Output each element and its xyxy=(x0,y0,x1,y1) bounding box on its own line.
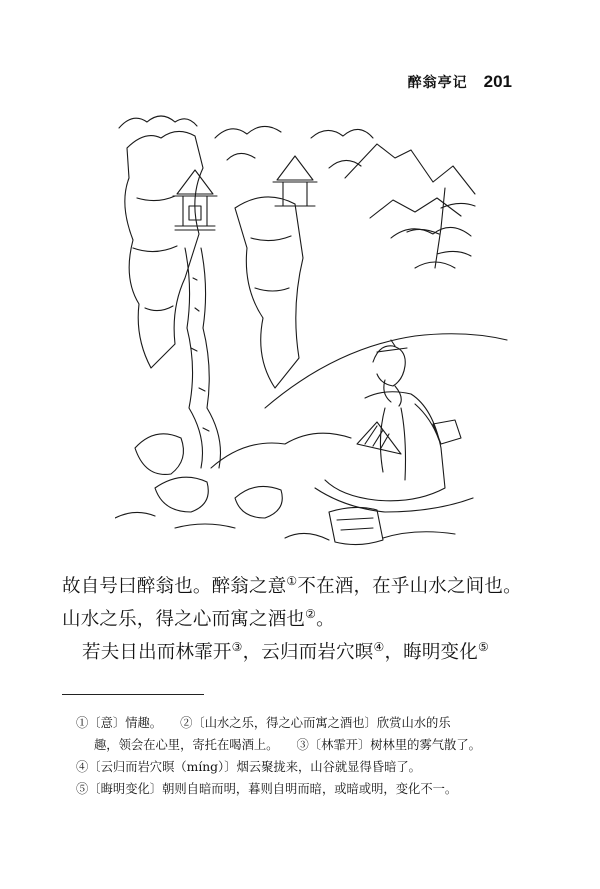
text-segment: ，云归而岩穴暝 xyxy=(242,642,374,663)
footnote-ref: ② xyxy=(305,607,317,621)
footnote-divider xyxy=(62,694,204,695)
text-segment: ，晦明变化 xyxy=(384,642,478,663)
stream-rocks xyxy=(115,434,282,528)
text-segment: 若夫日出而林霏开 xyxy=(82,642,232,663)
text-line xyxy=(62,570,542,603)
footnote-2-continued: 趣，领会在心里，寄托在喝酒上。 xyxy=(94,738,279,752)
text-line xyxy=(62,603,542,636)
footnote-ref: ④ xyxy=(373,640,385,654)
pine-branch xyxy=(407,188,475,268)
main-text xyxy=(62,570,542,669)
seated-scholar xyxy=(315,340,473,512)
chapter-title: 醉翁亭记 xyxy=(407,75,468,91)
footnote-line xyxy=(76,778,526,800)
footnote-ref: ⑤ xyxy=(477,640,489,654)
footnote-3: ③〔林霏开〕树林里的雾气散了。 xyxy=(296,738,481,752)
text-line xyxy=(62,636,542,669)
waterfall xyxy=(185,248,221,468)
text-segment: 山水之乐，得之心而寓之酒也 xyxy=(62,609,306,630)
text-segment: 不在酒，在乎山水之间也。 xyxy=(297,576,522,597)
footnote-4: ④〔云归而岩穴暝（míng）〕烟云聚拢来，山谷就显得昏暗了。 xyxy=(76,760,421,774)
distant-peak xyxy=(345,144,475,194)
trees-right xyxy=(311,129,471,268)
footnote-1: ①〔意〕情趣。 xyxy=(76,716,163,730)
footnote-line xyxy=(76,756,526,778)
footnote-line xyxy=(76,734,526,756)
ink-illustration-scholar-in-mountains xyxy=(115,108,515,563)
footnote-ref: ① xyxy=(286,574,298,588)
footnote-ref: ③ xyxy=(231,640,243,654)
middle-rocks xyxy=(235,197,303,388)
footnote-2: ②〔山水之乐，得之心而寓之酒也〕欣赏山水的乐 xyxy=(180,716,451,730)
distant-ridge xyxy=(370,198,461,218)
footnote-line xyxy=(76,712,526,734)
text-segment: 。 xyxy=(316,609,335,630)
footnotes xyxy=(76,712,526,800)
text-segment: 故自号曰醉翁也。醉翁之意 xyxy=(62,576,287,597)
page-number: 201 xyxy=(483,72,512,91)
footnote-5: ⑤〔晦明变化〕朝则自暗而明，暮则自明而暗，或暗或明，变化不一。 xyxy=(76,782,458,796)
trees-left xyxy=(119,116,281,160)
foreground-stone xyxy=(329,507,383,544)
running-header xyxy=(408,72,512,92)
